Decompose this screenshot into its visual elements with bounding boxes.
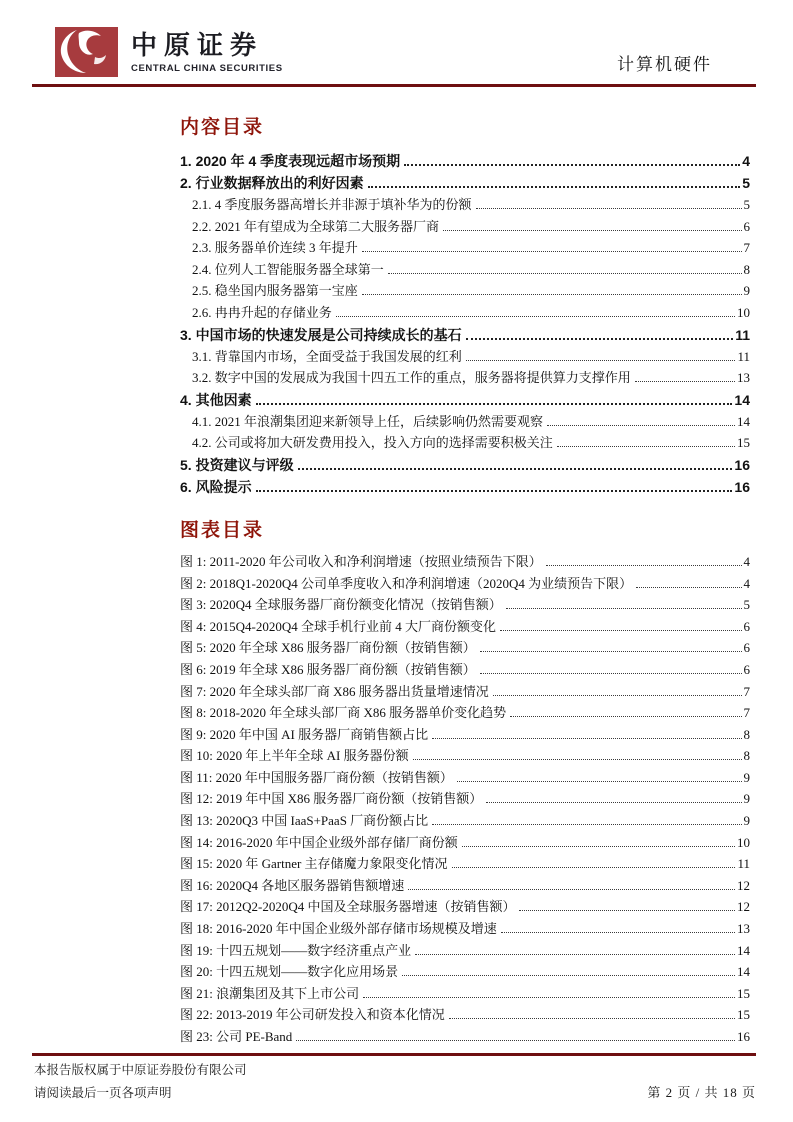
- brand-logo-icon: [55, 27, 118, 77]
- toc-entry[interactable]: [180, 194, 750, 216]
- dot-leader: [546, 565, 742, 566]
- figure-entry-page: 16: [737, 1029, 750, 1044]
- dot-leader: [506, 608, 742, 609]
- figure-entry-label: 图 13: 2020Q3 中国 IaaS+PaaS 厂商份额占比: [180, 813, 429, 829]
- figure-entry-page: 9: [743, 813, 750, 829]
- figure-entry-label: 图 21: 浪潮集团及其下上市公司: [180, 985, 360, 1001]
- toc-entry-label: 2.1. 4 季度服务器高增长并非源于填补华为的份额: [192, 197, 472, 212]
- dot-leader: [480, 651, 742, 652]
- figure-entry[interactable]: [180, 1026, 750, 1048]
- figure-entry[interactable]: [180, 637, 750, 659]
- figure-entry[interactable]: [180, 681, 750, 703]
- toc-entry[interactable]: [180, 237, 750, 259]
- dot-leader: [501, 932, 735, 933]
- footer-disclaimer: 请阅读最后一页各项声明: [34, 1085, 172, 1100]
- figure-entry[interactable]: [180, 767, 750, 789]
- figure-entry-page: 15: [737, 985, 750, 1001]
- toc-entry-page: 11: [735, 326, 750, 343]
- figure-entry[interactable]: [180, 940, 750, 962]
- dot-leader: [413, 759, 742, 760]
- figure-entry-label: 图 11: 2020 年中国服务器厂商份额（按销售额）: [180, 769, 453, 785]
- dot-leader: [500, 630, 742, 631]
- figure-entry[interactable]: [180, 788, 750, 810]
- toc-entry-label: 2.4. 位列人工智能服务器全球第一: [192, 261, 384, 277]
- figure-entry-page: 7: [743, 683, 750, 699]
- figure-entry-page: 7: [743, 705, 750, 721]
- figure-entry-page: 14: [737, 942, 750, 958]
- figure-entry-label: 图 6: 2019 年全球 X86 服务器厂商份额（按销售额）: [180, 661, 476, 677]
- toc-entry-label: 1. 2020 年 4 季度表现远超市场预期: [180, 153, 401, 169]
- dot-leader: [388, 273, 742, 274]
- dot-leader: [432, 824, 741, 825]
- figure-entry-label: 图 14: 2016-2020 年中国企业级外部存储厂商份额: [180, 834, 458, 850]
- figure-entry-label: 图 3: 2020Q4 全球服务器厂商份额变化情况（按销售额）: [180, 597, 502, 613]
- toc-entry-page: 14: [734, 391, 750, 408]
- toc-entry-page: 5: [743, 197, 750, 212]
- figure-entry-label: 图 9: 2020 年中国 AI 服务器厂商销售额占比: [180, 726, 429, 742]
- dot-leader: [432, 738, 741, 739]
- toc-entry-label: 2.2. 2021 年有望成为全球第二大服务器厂商: [192, 218, 440, 234]
- figure-entry[interactable]: [180, 810, 750, 832]
- figure-entry-label: 图 20: 十四五规划——数字化应用场景: [180, 964, 399, 980]
- header-rule: [32, 84, 756, 87]
- figure-entry-label: 图 4: 2015Q4-2020Q4 全球手机行业前 4 大厂商份额变化: [180, 618, 496, 634]
- dot-leader: [486, 802, 741, 803]
- dot-leader: [493, 695, 742, 696]
- figure-entry-page: 9: [743, 769, 750, 785]
- figure-entry-page: 12: [737, 899, 750, 915]
- figure-entry-label: 图 18: 2016-2020 年中国企业级外部存储市场规模及增速: [180, 921, 497, 937]
- toc-entry-page: 8: [743, 261, 750, 277]
- toc-entry[interactable]: [180, 172, 750, 194]
- figure-entry[interactable]: [180, 918, 750, 940]
- brand-name-en: CENTRAL CHINA SECURITIES: [131, 63, 283, 74]
- toc-entry[interactable]: [180, 280, 750, 302]
- figure-entry-label: 图 2: 2018Q1-2020Q4 公司单季度收入和净利润增速（2020Q4 为业绩预告下限）: [180, 575, 633, 591]
- dot-leader: [443, 230, 741, 231]
- toc-entry-label: 4. 其他因素: [180, 391, 252, 408]
- dot-leader: [362, 251, 742, 252]
- figure-entry-page: 9: [743, 791, 750, 807]
- footer-legal: [34, 1059, 247, 1104]
- figure-entry-label: 图 1: 2011-2020 年公司收入和净利润增速（按照业绩预告下限）: [180, 553, 542, 569]
- figure-entry-label: 图 5: 2020 年全球 X86 服务器厂商份额（按销售额）: [180, 640, 476, 656]
- toc-entry-page: 6: [743, 218, 750, 234]
- toc-entry-page: 11: [737, 348, 750, 364]
- dot-leader: [363, 997, 735, 998]
- figure-entry[interactable]: [180, 659, 750, 681]
- toc-entry[interactable]: [180, 476, 750, 498]
- dot-leader: [462, 846, 735, 847]
- figure-entry-label: 图 8: 2018-2020 年全球头部厂商 X86 服务器单价变化趋势: [180, 705, 507, 721]
- dot-leader: [402, 975, 735, 976]
- dot-leader: [557, 446, 735, 447]
- footer-copyright: 本报告版权属于中原证券股份有限公司: [34, 1063, 247, 1077]
- figure-entry-label: 图 12: 2019 年中国 X86 服务器厂商份额（按销售额）: [180, 791, 483, 807]
- figure-entry-label: 图 15: 2020 年 Gartner 主存储魔力象限变化情况: [180, 856, 448, 872]
- figure-entry-page: 13: [737, 921, 750, 937]
- toc-entry[interactable]: [180, 259, 750, 281]
- toc-entry[interactable]: [180, 367, 750, 389]
- toc-entry-label: 6. 风险提示: [180, 478, 252, 495]
- brand-text: [131, 27, 283, 74]
- toc-entry[interactable]: [180, 150, 750, 172]
- toc-entry-page: 16: [734, 456, 750, 473]
- toc-entry-label: 3.1. 背靠国内市场，全面受益于我国发展的红利: [192, 348, 462, 364]
- dot-leader: [452, 867, 736, 868]
- figure-entry[interactable]: [180, 616, 750, 638]
- toc-entry-label: 3.2. 数字中国的发展成为我国十四五工作的重点，服务器将提供算力支撑作用: [192, 370, 631, 386]
- toc-entry[interactable]: [180, 454, 750, 476]
- dot-leader: [415, 954, 735, 955]
- figure-entry[interactable]: [180, 875, 750, 897]
- dot-leader: [404, 164, 740, 166]
- figures-section-title: 图表目录: [180, 519, 265, 541]
- figure-entry[interactable]: [180, 702, 750, 724]
- figure-entry-page: 5: [743, 597, 750, 613]
- dot-leader: [476, 208, 742, 209]
- toc-entry[interactable]: [180, 324, 750, 346]
- figure-entry-label: 图 16: 2020Q4 各地区服务器销售额增速: [180, 877, 405, 893]
- figure-entry-page: 8: [743, 726, 750, 742]
- toc-entry-page: 9: [743, 283, 750, 299]
- figure-entry[interactable]: [180, 745, 750, 767]
- toc-entry-label: 3. 中国市场的快速发展是公司持续成长的基石: [180, 326, 462, 343]
- figure-entry-page: 14: [737, 964, 750, 980]
- footer-page-indicator: 第 2 页 / 共 18 页: [647, 1085, 756, 1100]
- dot-leader: [298, 468, 733, 470]
- toc-entry[interactable]: [180, 432, 750, 454]
- dot-leader: [449, 1018, 735, 1019]
- dot-leader: [408, 889, 735, 890]
- toc-entry-label: 5. 投资建议与评级: [180, 456, 294, 473]
- toc-entry-page: 15: [737, 435, 750, 451]
- toc-entry-page: 7: [743, 240, 750, 256]
- figure-entry-page: 6: [743, 640, 750, 656]
- dot-leader: [296, 1040, 735, 1041]
- toc-entry-label: 2. 行业数据释放出的利好因素: [180, 175, 364, 191]
- dot-leader: [547, 425, 735, 426]
- toc-entry-label: 2.3. 服务器单价连续 3 年提升: [192, 240, 358, 256]
- dot-leader: [362, 294, 742, 295]
- dot-leader: [635, 381, 735, 382]
- figure-entry-label: 图 22: 2013-2019 年公司研发投入和资本化情况: [180, 1007, 445, 1023]
- figure-entry[interactable]: [180, 853, 750, 875]
- dot-leader: [636, 587, 741, 588]
- report-category: 计算机硬件: [617, 55, 712, 74]
- content-column: [180, 112, 750, 1048]
- figure-entry-page: 6: [743, 618, 750, 634]
- brand-logo: [55, 27, 283, 77]
- toc-entry[interactable]: [180, 389, 750, 411]
- footer-rule: [32, 1053, 756, 1056]
- toc-list: [180, 150, 750, 498]
- figure-entry[interactable]: [180, 573, 750, 595]
- dot-leader: [336, 316, 735, 317]
- figure-entry-page: 15: [737, 1007, 750, 1023]
- dot-leader: [510, 716, 741, 717]
- figure-entry-page: 4: [743, 553, 750, 569]
- figure-entry[interactable]: [180, 832, 750, 854]
- dot-leader: [519, 910, 735, 911]
- toc-entry[interactable]: [180, 216, 750, 238]
- toc-entry-page: 10: [737, 304, 750, 320]
- dot-leader: [256, 490, 733, 492]
- toc-entry-page: 13: [737, 370, 750, 386]
- figure-entry[interactable]: [180, 983, 750, 1005]
- figure-entry-page: 8: [743, 748, 750, 764]
- figure-entry-page: 4: [743, 575, 750, 591]
- dot-leader: [368, 186, 741, 188]
- brand-name-cn: 中原证券: [131, 31, 264, 60]
- dot-leader: [457, 781, 742, 782]
- figure-entry-page: 12: [737, 877, 750, 893]
- toc-entry[interactable]: [180, 302, 750, 324]
- figure-entry-label: 图 23: 公司 PE-Band: [180, 1029, 293, 1044]
- toc-entry-label: 2.5. 稳坐国内服务器第一宝座: [192, 283, 358, 299]
- dot-leader: [466, 338, 734, 340]
- toc-section-title: 内容目录: [180, 117, 265, 138]
- figures-list: [180, 551, 750, 1048]
- toc-entry[interactable]: [180, 346, 750, 368]
- figure-entry[interactable]: [180, 594, 750, 616]
- dot-leader: [256, 403, 733, 405]
- figure-entry-label: 图 10: 2020 年上半年全球 AI 服务器份额: [180, 748, 409, 764]
- figure-entry[interactable]: [180, 896, 750, 918]
- toc-entry-label: 4.1. 2021 年浪潮集团迎来新领导上任，后续影响仍然需要观察: [192, 413, 544, 429]
- figure-entry-page: 11: [737, 856, 750, 872]
- dot-leader: [480, 673, 742, 674]
- figure-entry[interactable]: [180, 551, 750, 573]
- toc-entry-label: 4.2. 公司或将加大研发费用投入，投入方向的选择需要积极关注: [192, 435, 553, 451]
- figure-entry-label: 图 17: 2012Q2-2020Q4 中国及全球服务器增速（按销售额）: [180, 899, 516, 915]
- toc-entry-page: 16: [734, 478, 750, 495]
- figure-entry-label: 图 7: 2020 年全球头部厂商 X86 服务器出货量增速情况: [180, 683, 489, 699]
- toc-entry-label: 2.6. 冉冉升起的存储业务: [192, 304, 332, 320]
- figure-entry-page: 6: [743, 661, 750, 677]
- dot-leader: [466, 360, 736, 361]
- toc-entry-page: 5: [742, 175, 750, 191]
- toc-entry-page: 14: [737, 413, 750, 429]
- figure-entry[interactable]: [180, 724, 750, 746]
- toc-entry-page: 4: [742, 153, 750, 169]
- figure-entry-page: 10: [737, 834, 750, 850]
- toc-entry[interactable]: [180, 411, 750, 433]
- figure-entry[interactable]: [180, 961, 750, 983]
- figure-entry-label: 图 19: 十四五规划——数字经济重点产业: [180, 942, 412, 958]
- figure-entry[interactable]: [180, 1004, 750, 1026]
